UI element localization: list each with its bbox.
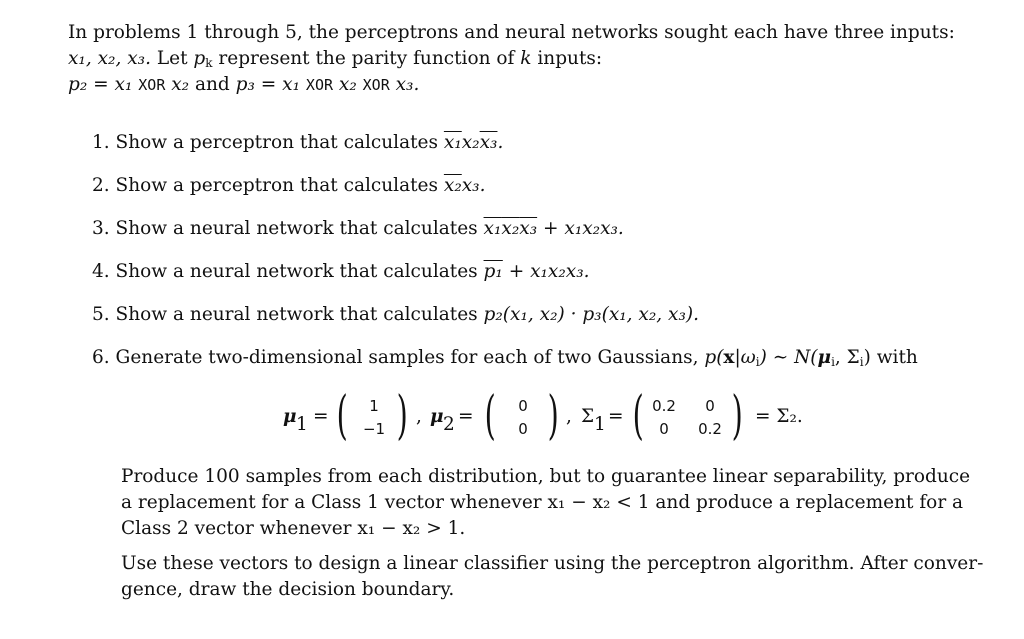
paragraph-line — [121, 464, 970, 490]
comma: , — [566, 406, 572, 427]
expr-mu: μ — [817, 347, 832, 368]
intro-line-1 — [68, 20, 955, 46]
list-item — [92, 302, 699, 328]
paragraph-line — [121, 577, 454, 603]
p2-definition: p₂ = x₁ — [68, 74, 139, 95]
sigma1-label: Σ — [581, 406, 595, 427]
item-text: Show a neural network that calculates — [115, 304, 484, 325]
para2-line-1: Use these vectors to design a linear classifier using the perceptron algorithm. After conver- — [121, 553, 984, 574]
p3-x3: x₃. — [389, 74, 420, 95]
mu2-subscript: 2 — [443, 414, 455, 435]
list-item — [92, 216, 624, 242]
right-paren: ) — [396, 386, 408, 446]
expr-item-2: x₂x₃. — [443, 175, 486, 196]
item-text: Generate two-dimensional samples for each of two Gaussians, — [115, 347, 705, 368]
expr-item-3: x₁x₂x₃ + x₁x₂x₃. — [483, 218, 624, 239]
left-paren: ( — [632, 386, 644, 446]
mu1-value: 1 — [369, 397, 379, 415]
expr-sigma: , Σ — [834, 347, 860, 368]
left-paren: ( — [484, 386, 496, 446]
expr-sub-i: i — [755, 355, 760, 369]
para2-line-2: gence, draw the decision boundary. — [121, 579, 455, 600]
list-item — [92, 259, 590, 285]
expr-item-4: p₁ + x₁x₂x₃. — [483, 261, 590, 282]
sigma-value: 0 — [659, 420, 669, 438]
list-item — [92, 130, 503, 156]
sigma-value: 0.2 — [652, 397, 676, 415]
right-paren: ) — [547, 386, 559, 446]
equals: = — [608, 406, 624, 427]
input-variables: x₁, x₂, x₃. — [68, 48, 151, 69]
mu1-value: −1 — [362, 420, 386, 438]
left-paren: ( — [336, 386, 348, 446]
item-number: 5. — [92, 304, 110, 325]
intro-text-b: represent the parity function of — [212, 48, 521, 69]
intro-text-c: inputs: — [531, 48, 603, 69]
expr-p: p( — [704, 347, 724, 368]
list-item — [92, 173, 485, 199]
paragraph-line — [121, 551, 983, 577]
sigma2-equality: = Σ₂. — [755, 406, 803, 427]
item-text: Show a neural network that calculates — [115, 218, 484, 239]
expr-with: ) with — [863, 347, 918, 368]
parity-symbol: p — [193, 48, 206, 69]
mu2-value: 0 — [518, 420, 528, 438]
mu1-label: μ — [283, 406, 297, 427]
expr-x-bold: x — [723, 347, 735, 368]
gaussian-parameters — [0, 386, 1024, 448]
item-number: 6. — [92, 347, 110, 368]
xor-op: XOR — [362, 76, 390, 94]
item-number: 1. — [92, 132, 110, 153]
and-text: and — [189, 74, 236, 95]
item-text: Show a neural network that calculates — [115, 261, 484, 282]
list-item — [92, 345, 918, 375]
p3-definition: p₃ = x₁ — [235, 74, 306, 95]
para1-line-2: a replacement for a Class 1 vector whenever x₁ − x₂ < 1 and produce a replacement for a — [121, 492, 964, 513]
paragraph-line — [121, 490, 963, 516]
mu1-subscript: 1 — [296, 414, 308, 435]
item-text: Show a perceptron that calculates — [115, 132, 444, 153]
item-text: Show a perceptron that calculates — [115, 175, 444, 196]
k-symbol: k — [520, 48, 532, 69]
sigma1-subscript: 1 — [594, 414, 606, 435]
xor-op: XOR — [305, 76, 334, 94]
equals: = — [458, 406, 474, 427]
xor-op: XOR — [138, 76, 166, 94]
expr-normal: ) ∼ N( — [759, 347, 818, 368]
right-paren: ) — [731, 386, 743, 446]
sigma-value: 0.2 — [698, 420, 722, 438]
intro-text: In problems 1 through 5, the perceptrons and neural networks sought each have three inputs: — [68, 22, 955, 43]
item-number: 4. — [92, 261, 110, 282]
expr-sub-i: i — [859, 355, 864, 369]
item-number: 2. — [92, 175, 110, 196]
expr-sub-i: i — [831, 355, 835, 369]
expr-omega: |ω — [734, 347, 756, 368]
para1-line-3: Class 2 vector whenever x₁ − x₂ > 1. — [121, 518, 466, 539]
intro-line-3 — [68, 72, 419, 98]
equals: = — [313, 406, 329, 427]
item-number: 3. — [92, 218, 110, 239]
expr-item-5: p₂(x₁, x₂) · p₃(x₁, x₂, x₃). — [483, 304, 699, 325]
paragraph-line — [121, 516, 465, 542]
sigma-value: 0 — [705, 397, 715, 415]
mu2-value: 0 — [518, 397, 528, 415]
p2-x2: x₂ — [165, 74, 190, 95]
parity-subscript: k — [205, 56, 213, 70]
mu2-label: μ — [430, 406, 444, 427]
comma: , — [416, 406, 422, 427]
expr-item-1: x₁x₂x₃. — [443, 132, 504, 153]
p3-x2: x₂ — [333, 74, 363, 95]
intro-text-a: Let — [150, 48, 194, 69]
para1-line-1: Produce 100 samples from each distribution, but to guarantee linear separability, produce — [121, 466, 971, 487]
